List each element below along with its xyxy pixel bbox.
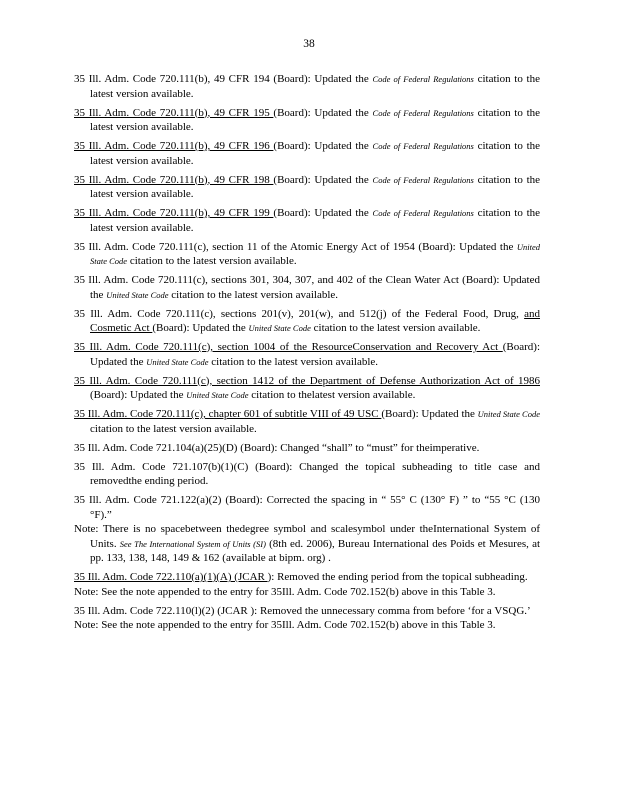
table-row: 35 Ill. Adm. Code 720.111(c), sections 301, 304, 307, and 402 of the Clean Water Act (Board): Updated the United State Code citation to the latest version available. [74, 274, 540, 301]
table-row: 35 Ill. Adm. Code 720.111(c), section 1004 of the ResourceConservation and Recovery Act (Board): Updated the United State Code citation to the latest version available. [74, 341, 540, 368]
table-row: 35 Ill. Adm. Code 722.110(l)(2) (JCAR ): Removed the unnecessary comma from before ‘for a VSQG.’ Note: See the note appended to the entry for 35Ill. Adm. Code 702.152(b) above in this Table 3. [74, 604, 540, 633]
citation: Code of Federal Regulations [372, 174, 474, 185]
entry-note: Note: See the note appended to the entry for 35Ill. Adm. Code 702.152(b) above in this Table 3. [74, 619, 496, 631]
entry-note: Note: There is no spacebetween thedegree symbol and scalesymbol under theInternational System of Units. See The International System of Units (SI) (8th ed. 2006), Bureau International des Poids et Mesures, at pp. 133, 138, 148, 149 & 162 (available at bipm. org) . [74, 523, 541, 564]
entry-note: Note: See the note appended to the entry for 35Ill. Adm. Code 702.152(b) above in this Table 3. [74, 585, 496, 598]
citation: United State Code [90, 241, 540, 266]
citation: Code of Federal Regulations [372, 141, 474, 151]
table-row: 35 Ill. Adm. Code 720.111(c), section 11 of the Atomic Energy Act of 1954 (Board): Updated the United State Code citation to the latest version available. [74, 240, 540, 267]
table-row: 35 Ill. Adm. Code 721.107(b)(1)(C) (Board): Changed the topical subheading to title case and removedthe ending period. [74, 460, 540, 487]
table-row: 35 Ill. Adm. Code 720.111(b), 49 CFR 198 (Board): Updated the Code of Federal Regulations citation to the latest version available. [74, 173, 541, 200]
table-row: 35 Ill. Adm. Code 720.111(c), chapter 601 of subtitle VIII of 49 USC (Board): Updated the United State Code citation to the latest version available. [74, 408, 541, 435]
table-row: 35 Ill. Adm. Code 720.111(b), 49 CFR 196 (Board): Updated the Code of Federal Regulations citation to the latest version available. [74, 140, 541, 167]
table-row: 35 Ill. Adm. Code 722.110(a)(1)(A) (JCAR ): Removed the ending period from the topical subheading. Note: See the note appended to the entry for 35Ill. Adm. Code 702.152(b) above in this Table 3. [74, 570, 540, 599]
citation: United State Code [106, 289, 169, 300]
table-row: 35 Ill. Adm. Code 720.111(c), sections 201(v), 201(w), and 512(j) of the Federal Food, Drug, and Cosmetic Act (Board): Updated the United State Code citation to the latest version available. [74, 307, 540, 334]
citation: United State Code [146, 356, 209, 367]
citation: Code of Federal Regulations [372, 107, 474, 118]
citation: Code of Federal Regulations [372, 208, 474, 218]
citation: See The International System of Units (SI) [119, 538, 266, 549]
citation: United State Code [477, 409, 541, 419]
entry-list [74, 72, 540, 637]
table-row: 35 Ill. Adm. Code 720.111(b), 49 CFR 199 (Board): Updated the Code of Federal Regulations citation to the latest version available. [74, 207, 541, 234]
citation: United State Code [186, 390, 249, 400]
table-row: 35 Ill. Adm. Code 721.122(a)(2) (Board): Corrected the spacing in “ 55° C (130° F) ” to “55 °C (130 °F).” Note: There is no spacebetween thedegree symbol and scalesymbol under theInternational System of Units. See The International System of Units (SI) (8th ed. 2006), Bureau International des Poids et Mesures, at pp. 133, 138, 148, 149 & 162 (available at bipm. org) . [74, 494, 541, 564]
citation: United State Code [248, 323, 311, 333]
table-row: 35 Ill. Adm. Code 721.104(a)(25)(D) (Board): Changed “shall” to “must” for theimperative. [74, 441, 480, 454]
table-row: 35 Ill. Adm. Code 720.111(c), section 1412 of the Department of Defense Authorization Act of 1986 (Board): Updated the United State Code citation to thelatest version available. [74, 374, 540, 401]
table-row: 35 Ill. Adm. Code 720.111(b), 49 CFR 195 (Board): Updated the Code of Federal Regulations citation to the latest version available. [74, 106, 541, 133]
table-row: 35 Ill. Adm. Code 720.111(b), 49 CFR 194 (Board): Updated the Code of Federal Regulations citation to the latest version available. [74, 73, 540, 100]
citation: Code of Federal Regulations [372, 74, 474, 84]
page-number: 38 [303, 38, 315, 50]
